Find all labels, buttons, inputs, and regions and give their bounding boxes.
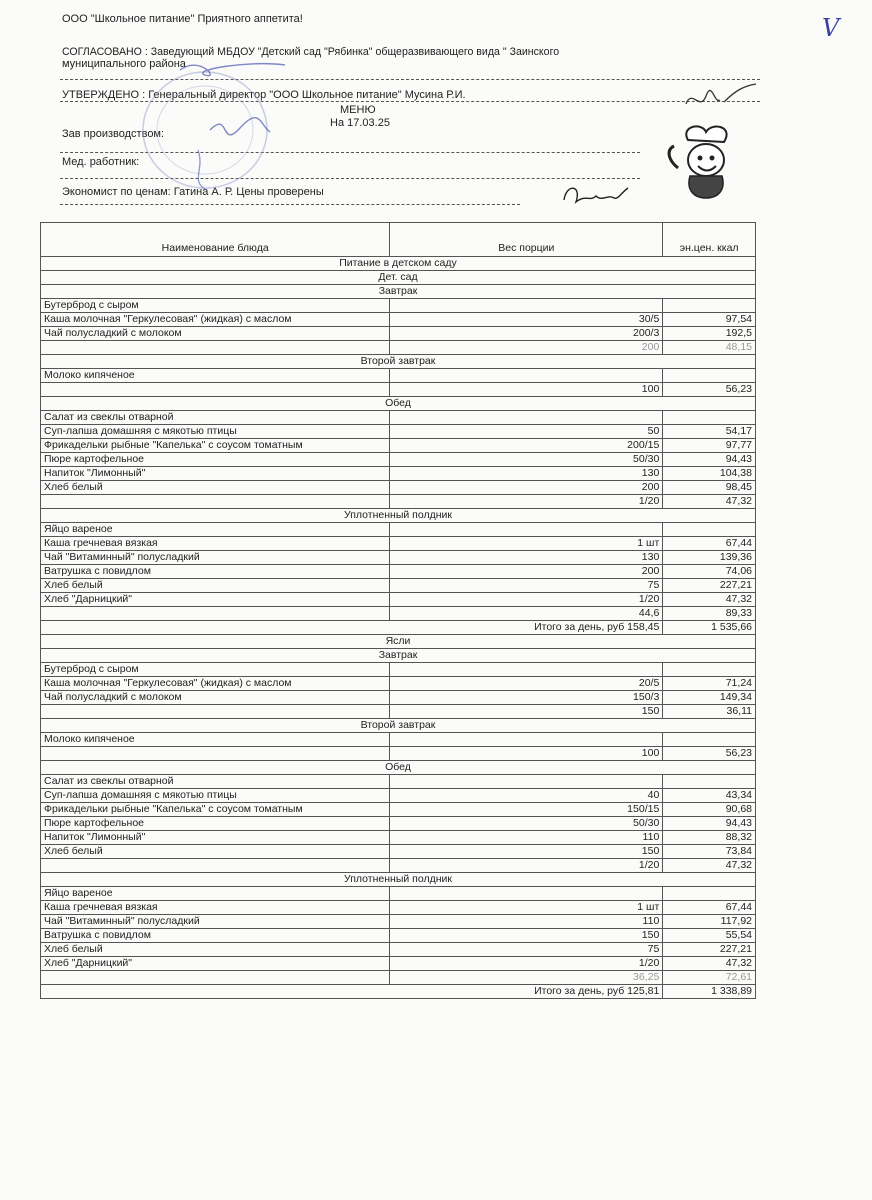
energy-kcal: 227,21: [663, 579, 756, 593]
section-row: [41, 635, 756, 649]
portion-weight: 200: [390, 341, 663, 355]
energy-kcal: 117,92: [663, 915, 756, 929]
portion-weight: 50: [390, 425, 663, 439]
table-row: [41, 901, 756, 915]
portion-weight: 50/30: [390, 817, 663, 831]
dish-name: Чай полусладкий с молоком: [41, 327, 390, 341]
dish-name: Суп-лапша домашняя с мякотью птицы: [41, 425, 390, 439]
portion-weight: [390, 887, 663, 901]
energy-kcal: [663, 775, 756, 789]
energy-kcal: [663, 411, 756, 425]
dish-name: Салат из свеклы отварной: [41, 775, 390, 789]
table-row: [41, 327, 756, 341]
portion-weight: [390, 411, 663, 425]
table-row: [41, 915, 756, 929]
table-row: [41, 383, 756, 397]
section-title: Уплотненный полдник: [41, 873, 756, 887]
table-row: [41, 803, 756, 817]
energy-kcal: 36,11: [663, 705, 756, 719]
section-title: Уплотненный полдник: [41, 509, 756, 523]
table-row: [41, 481, 756, 495]
portion-weight: 40: [390, 789, 663, 803]
energy-kcal: [663, 733, 756, 747]
total-row: [41, 985, 756, 999]
energy-kcal: 74,06: [663, 565, 756, 579]
portion-weight: 30/5: [390, 313, 663, 327]
energy-kcal: 56,23: [663, 383, 756, 397]
table-row: [41, 747, 756, 761]
portion-weight: 36,25: [390, 971, 663, 985]
energy-kcal: 90,68: [663, 803, 756, 817]
company-name: ООО "Школьное питание" Приятного аппетита!: [62, 13, 303, 25]
section-title: Дет. сад: [41, 271, 756, 285]
section-title: Питание в детском саду: [41, 257, 756, 271]
menu-table: [40, 222, 756, 999]
portion-weight: [390, 369, 663, 383]
agreed-line: СОГЛАСОВАНО : Заведующий МБДОУ "Детский сад "Рябинка" общеразвивающего вида " Заинского: [62, 46, 560, 58]
column-header-kcal: эн.цен. ккал: [663, 223, 756, 257]
table-row: [41, 453, 756, 467]
table-row: [41, 817, 756, 831]
dish-name: [41, 383, 390, 397]
table-row: [41, 593, 756, 607]
dish-name: Напиток "Лимонный": [41, 467, 390, 481]
energy-kcal: [663, 663, 756, 677]
energy-kcal: 71,24: [663, 677, 756, 691]
section-row: [41, 257, 756, 271]
section-title: Завтрак: [41, 285, 756, 299]
table-row: [41, 523, 756, 537]
agreed-line-2: муниципального района: [62, 58, 186, 70]
table-row: [41, 439, 756, 453]
table-row: [41, 537, 756, 551]
section-row: [41, 761, 756, 775]
energy-kcal: 43,34: [663, 789, 756, 803]
portion-weight: 100: [390, 383, 663, 397]
section-row: [41, 285, 756, 299]
production-head-label: Зав производством:: [62, 128, 165, 140]
table-row: [41, 607, 756, 621]
dish-name: Хлеб белый: [41, 943, 390, 957]
dish-name: Фрикадельки рыбные "Капелька" с соусом томатным: [41, 439, 390, 453]
portion-weight: 150/15: [390, 803, 663, 817]
portion-weight: 50/30: [390, 453, 663, 467]
economist-dotted-line: [60, 204, 520, 205]
menu-date: На 17.03.25: [330, 117, 390, 129]
dish-name: [41, 747, 390, 761]
column-header-weight: Вес порции: [390, 223, 663, 257]
portion-weight: 110: [390, 915, 663, 929]
energy-kcal: 67,44: [663, 901, 756, 915]
portion-weight: [390, 775, 663, 789]
dish-name: Молоко кипяченое: [41, 369, 390, 383]
portion-weight: 1/20: [390, 957, 663, 971]
medic-label: Мед. работник:: [62, 156, 140, 168]
portion-weight: 1/20: [390, 593, 663, 607]
dish-name: Хлеб "Дарницкий": [41, 957, 390, 971]
dish-name: Бутерброд с сыром: [41, 299, 390, 313]
dish-name: Чай "Витаминный" полусладкий: [41, 915, 390, 929]
total-kcal: 1 535,66: [663, 621, 756, 635]
table-row: [41, 565, 756, 579]
table-header-row: [41, 223, 756, 257]
energy-kcal: 94,43: [663, 453, 756, 467]
energy-kcal: 72,61: [663, 971, 756, 985]
portion-weight: 1/20: [390, 495, 663, 509]
director-signature: [680, 82, 760, 118]
energy-kcal: [663, 523, 756, 537]
section-title: Обед: [41, 397, 756, 411]
dish-name: Пюре картофельное: [41, 453, 390, 467]
economist-label: Экономист по ценам: Гатина А. Р. Цены проверены: [62, 186, 324, 198]
dish-name: [41, 971, 390, 985]
table-row: [41, 551, 756, 565]
energy-kcal: 139,36: [663, 551, 756, 565]
energy-kcal: 55,54: [663, 929, 756, 943]
portion-weight: 130: [390, 467, 663, 481]
dish-name: [41, 705, 390, 719]
portion-weight: 150: [390, 845, 663, 859]
table-row: [41, 495, 756, 509]
dish-name: Бутерброд с сыром: [41, 663, 390, 677]
table-row: [41, 831, 756, 845]
dish-name: [41, 495, 390, 509]
table-row: [41, 887, 756, 901]
energy-kcal: 89,33: [663, 607, 756, 621]
section-row: [41, 649, 756, 663]
portion-weight: 1 шт: [390, 537, 663, 551]
energy-kcal: [663, 887, 756, 901]
table-row: [41, 705, 756, 719]
table-row: [41, 467, 756, 481]
total-kcal: 1 338,89: [663, 985, 756, 999]
energy-kcal: 97,77: [663, 439, 756, 453]
dish-name: [41, 607, 390, 621]
table-row: [41, 971, 756, 985]
section-title: Ясли: [41, 635, 756, 649]
economist-signature: [560, 180, 630, 210]
approved-line: УТВЕРЖДЕНО : Генеральный директор "ООО Школьное питание" Мусина Р.И.: [62, 89, 466, 101]
corner-mark: V: [822, 14, 840, 42]
table-row: [41, 691, 756, 705]
portion-weight: 150: [390, 929, 663, 943]
menu-title: МЕНЮ: [340, 104, 376, 116]
table-row: [41, 943, 756, 957]
energy-kcal: 94,43: [663, 817, 756, 831]
dish-name: Фрикадельки рыбные "Капелька" с соусом томатным: [41, 803, 390, 817]
dish-name: Каша молочная "Геркулесовая" (жидкая) с маслом: [41, 313, 390, 327]
dish-name: [41, 341, 390, 355]
section-title: Второй завтрак: [41, 355, 756, 369]
column-header-name: Наименование блюда: [41, 223, 390, 257]
portion-weight: 100: [390, 747, 663, 761]
portion-weight: 44,6: [390, 607, 663, 621]
section-row: [41, 873, 756, 887]
portion-weight: 200/3: [390, 327, 663, 341]
dish-name: Салат из свеклы отварной: [41, 411, 390, 425]
portion-weight: 150: [390, 705, 663, 719]
dish-name: Каша гречневая вязкая: [41, 537, 390, 551]
dish-name: Хлеб "Дарницкий": [41, 593, 390, 607]
energy-kcal: 67,44: [663, 537, 756, 551]
energy-kcal: 47,32: [663, 859, 756, 873]
portion-weight: 200: [390, 565, 663, 579]
dish-name: Яйцо вареное: [41, 887, 390, 901]
section-row: [41, 719, 756, 733]
table-row: [41, 341, 756, 355]
table-row: [41, 845, 756, 859]
table-row: [41, 789, 756, 803]
table-row: [41, 929, 756, 943]
portion-weight: 75: [390, 943, 663, 957]
table-row: [41, 859, 756, 873]
portion-weight: 1/20: [390, 859, 663, 873]
total-row: [41, 621, 756, 635]
portion-weight: 130: [390, 551, 663, 565]
section-title: Обед: [41, 761, 756, 775]
table-row: [41, 425, 756, 439]
energy-kcal: 98,45: [663, 481, 756, 495]
dish-name: Хлеб белый: [41, 481, 390, 495]
table-row: [41, 677, 756, 691]
energy-kcal: 47,32: [663, 495, 756, 509]
dish-name: Пюре картофельное: [41, 817, 390, 831]
dish-name: Суп-лапша домашняя с мякотью птицы: [41, 789, 390, 803]
table-row: [41, 733, 756, 747]
table-row: [41, 313, 756, 327]
chef-mascot-logo: [660, 120, 750, 202]
energy-kcal: [663, 369, 756, 383]
portion-weight: 75: [390, 579, 663, 593]
section-row: [41, 509, 756, 523]
energy-kcal: 47,32: [663, 593, 756, 607]
table-row: [41, 775, 756, 789]
menu-body: [41, 257, 756, 999]
portion-weight: 200/15: [390, 439, 663, 453]
energy-kcal: 56,23: [663, 747, 756, 761]
dish-name: Каша молочная "Геркулесовая" (жидкая) с маслом: [41, 677, 390, 691]
total-price: Итого за день, руб 158,45: [41, 621, 663, 635]
portion-weight: 110: [390, 831, 663, 845]
portion-weight: [390, 663, 663, 677]
dish-name: Хлеб белый: [41, 845, 390, 859]
energy-kcal: 48,15: [663, 341, 756, 355]
dish-name: Молоко кипяченое: [41, 733, 390, 747]
total-price: Итого за день, руб 125,81: [41, 985, 663, 999]
energy-kcal: 97,54: [663, 313, 756, 327]
dish-name: Яйцо вареное: [41, 523, 390, 537]
dish-name: Хлеб белый: [41, 579, 390, 593]
energy-kcal: 73,84: [663, 845, 756, 859]
table-row: [41, 663, 756, 677]
dish-name: Чай "Витаминный" полусладкий: [41, 551, 390, 565]
table-row: [41, 411, 756, 425]
section-title: Завтрак: [41, 649, 756, 663]
portion-weight: [390, 299, 663, 313]
portion-weight: 150/3: [390, 691, 663, 705]
portion-weight: [390, 523, 663, 537]
table-row: [41, 957, 756, 971]
dish-name: Ватрушка с повидлом: [41, 929, 390, 943]
energy-kcal: 54,17: [663, 425, 756, 439]
section-row: [41, 397, 756, 411]
energy-kcal: 227,21: [663, 943, 756, 957]
table-row: [41, 369, 756, 383]
table-row: [41, 299, 756, 313]
energy-kcal: 192,5: [663, 327, 756, 341]
stamp-signature: [110, 50, 300, 200]
portion-weight: 200: [390, 481, 663, 495]
energy-kcal: 47,32: [663, 957, 756, 971]
section-row: [41, 271, 756, 285]
dish-name: Каша гречневая вязкая: [41, 901, 390, 915]
dish-name: [41, 859, 390, 873]
section-title: Второй завтрак: [41, 719, 756, 733]
energy-kcal: 104,38: [663, 467, 756, 481]
energy-kcal: 88,32: [663, 831, 756, 845]
dish-name: Ватрушка с повидлом: [41, 565, 390, 579]
table-row: [41, 579, 756, 593]
portion-weight: 20/5: [390, 677, 663, 691]
energy-kcal: [663, 299, 756, 313]
portion-weight: 1 шт: [390, 901, 663, 915]
portion-weight: [390, 733, 663, 747]
energy-kcal: 149,34: [663, 691, 756, 705]
dish-name: Чай полусладкий с молоком: [41, 691, 390, 705]
dish-name: Напиток "Лимонный": [41, 831, 390, 845]
section-row: [41, 355, 756, 369]
